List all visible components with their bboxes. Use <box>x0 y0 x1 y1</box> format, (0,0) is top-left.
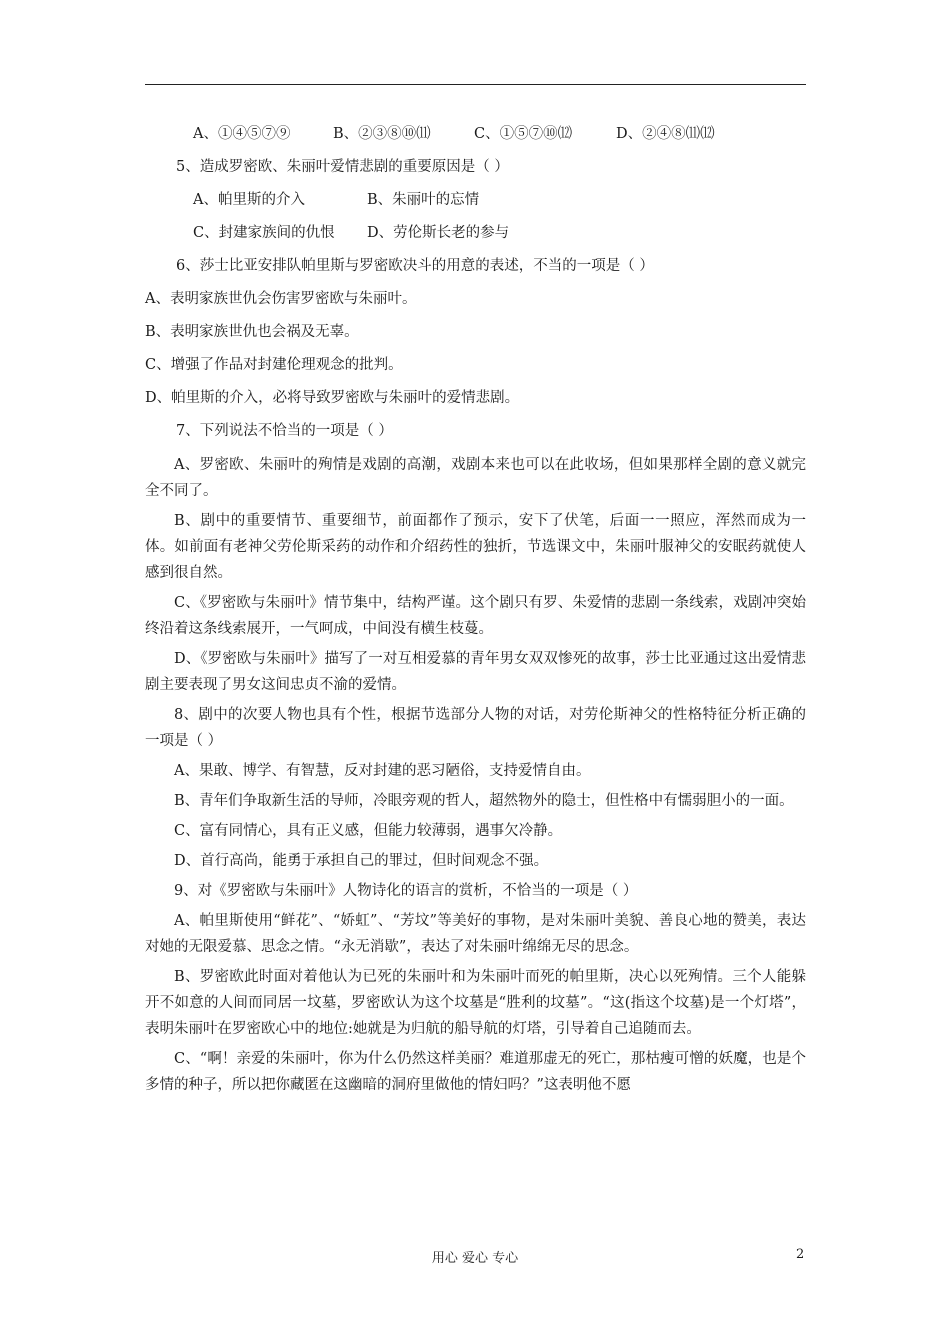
q8-option-b: B、青年们争取新生活的导师，冷眼旁观的哲人，超然物外的隐士，但性格中有懦弱胆小的一面。 <box>174 793 794 809</box>
q4-option-c: C、①⑤⑦⑩⑿ <box>474 126 573 142</box>
q5-stem: 5、造成罗密欧、朱丽叶爱情悲剧的重要原因是（ ） <box>176 159 509 175</box>
q7-option-a: A、罗密欧、朱丽叶的殉情是戏剧的高潮，戏剧本来也可以在此收场，但如果那样全剧的意义就完全不同了。 <box>145 457 806 499</box>
q7-option-b: B、剧中的重要情节、重要细节，前面都作了预示，安下了伏笔，后面一一照应，浑然而成为一体。如前面有老神父劳伦斯采药的动作和介绍药性的独折，节选课文中，朱丽叶服神父的安眠药就使人感到很自然。 <box>145 513 806 581</box>
q4-option-b: B、②③⑧⑩⑾ <box>333 126 431 142</box>
document-body <box>145 118 806 1101</box>
q9-option-a: A、帕里斯使用“鲜花”、“娇虹”、“芳坟”等美好的事物，是对朱丽叶美貌、善良心地的赞美，表达对她的无限爱慕、思念之情。“永无消歇”，表达了对朱丽叶绵绵无尽的思念。 <box>145 913 806 955</box>
q4-option-d: D、②④⑧⑾⑿ <box>616 126 715 142</box>
q5-options-row2 <box>145 217 806 250</box>
q8-option-d: D、首行高尚，能勇于承担自己的罪过，但时间观念不强。 <box>174 853 549 869</box>
q5-option-b: B、朱丽叶的忘情 <box>367 192 480 208</box>
q6-option-d: D、帕里斯的介入，必将导致罗密欧与朱丽叶的爱情悲剧。 <box>145 390 520 406</box>
q5-option-d: D、劳伦斯长老的参与 <box>367 225 510 241</box>
q6-stem: 6、莎士比亚安排队帕里斯与罗密欧决斗的用意的表述，不当的一项是（ ） <box>176 258 654 274</box>
q9-option-c: C、“啊！亲爱的朱丽叶，你为什么仍然这样美丽？难道那虚无的死亡，那枯瘦可憎的妖魔，也是个多情的种子，所以把你藏匿在这幽暗的洞府里做他的情妇吗？”这表明他不愿 <box>145 1051 806 1093</box>
page-number: 2 <box>796 1247 805 1262</box>
header-rule <box>145 84 806 85</box>
q6-option-a: A、表明家族世仇会伤害罗密欧与朱丽叶。 <box>145 291 417 307</box>
q8-option-a: A、果敢、博学、有智慧，反对封建的恶习陋俗，支持爱情自由。 <box>174 763 591 779</box>
q7-option-c: C、《罗密欧与朱丽叶》情节集中，结构严谨。这个剧只有罗、朱爱情的悲剧一条线索，戏剧冲突始终沿着这条线索展开，一气呵成，中间没有横生枝蔓。 <box>145 595 806 637</box>
q9-option-b: B、罗密欧此时面对着他认为已死的朱丽叶和为朱丽叶而死的帕里斯，决心以死殉情。三个人能躲开不如意的人间而同居一坟墓，罗密欧认为这个坟墓是“胜利的坟墓”。“这(指这个坟墓)是一个灯塔”，表明朱丽叶在罗密欧心中的地位:她就是为归航的船导航的灯塔，引导着自己追随而去。 <box>145 969 806 1037</box>
q9-stem: 9、对《罗密欧与朱丽叶》人物诗化的语言的赏析，不恰当的一项是（ ） <box>174 883 638 899</box>
q7-stem: 7、下列说法不恰当的一项是（ ） <box>176 423 393 439</box>
q5-option-c: C、封建家族间的仇恨 <box>193 225 335 241</box>
q4-option-a: A、①④⑤⑦⑨ <box>193 126 291 142</box>
q5-options-row1 <box>145 184 806 217</box>
q7-option-d: D、《罗密欧与朱丽叶》描写了一对互相爱慕的青年男女双双惨死的故事，莎士比亚通过这出爱情悲剧主要表现了男女这间忠贞不渝的爱情。 <box>145 651 806 693</box>
q6-option-b: B、表明家族世仇也会祸及无辜。 <box>145 324 359 340</box>
q4-options <box>145 118 806 151</box>
q8-stem: 8、剧中的次要人物也具有个性，根据节选部分人物的对话，对劳伦斯神父的性格特征分析正确的一项是（ ） <box>145 707 806 749</box>
q8-option-c: C、富有同情心，具有正义感，但能力较薄弱，遇事欠冷静。 <box>174 823 563 839</box>
q5-option-a: A、帕里斯的介入 <box>193 192 305 208</box>
q6-option-c: C、增强了作品对封建伦理观念的批判。 <box>145 357 403 373</box>
footer-motto: 用心 爱心 专心 <box>431 1251 519 1266</box>
